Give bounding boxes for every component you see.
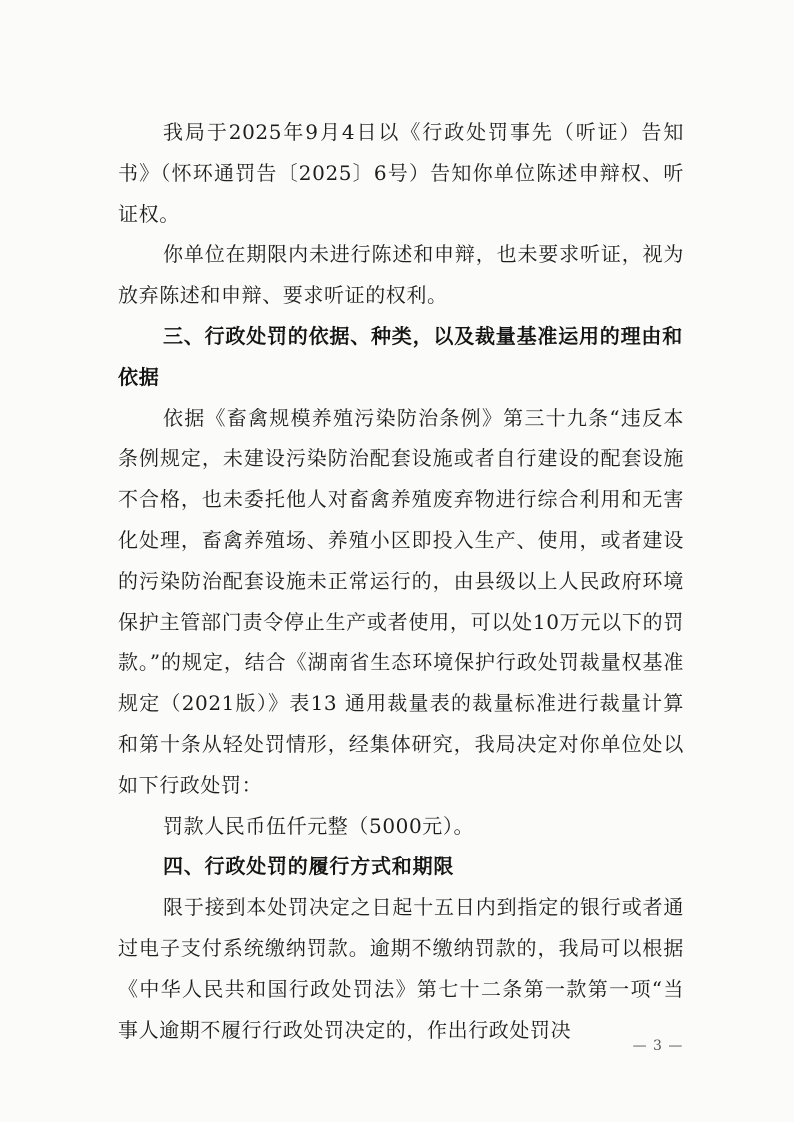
section-4-heading: 四、行政处罚的履行方式和期限 <box>163 854 455 879</box>
section-3-body: 依据《畜禽规模养殖污染防治条例》第三十九条“违反本条例规定，未建设污染防治配套设施或者自行建设的配套设施不合格，也未委托他人对畜禽养殖废弃物进行综合利用和无害化处理，畜禽养殖场、养殖小区即投入生产、使用，或者建设的污染防治配套设施未正常运行的，由县级以上人民政府环境保护主管部门责令停止生产或者使用，可以处10万元以下的罚款。”的规定，结合《湖南省生态环境保护行政处罚裁量权基准规定（2021版）》表13 通用裁量表的裁量标准进行裁量计算和第十条从轻处罚情形，经集体研究，我局决定对你单位处以如下行政处罚： <box>118 405 684 797</box>
section-3-heading: 三、行政处罚的依据、种类，以及裁量基准运用的理由和依据 <box>118 323 683 389</box>
paragraph-notice: 我局于2025年9月4日以《行政处罚事先（听证）告知书》（怀环通罚告〔2025〕6号）告知你单位陈述申辩权、听证权。 <box>118 120 684 226</box>
document-body <box>118 112 684 1050</box>
paragraph-waiver: 你单位在期限内未进行陈述和申辩，也未要求听证，视为放弃陈述和申辩、要求听证的权利。 <box>118 242 684 308</box>
page-number: — 3 — <box>632 1038 684 1054</box>
section-4-body: 限于接到本处罚决定之日起十五日内到指定的银行或者通过电子支付系统缴纳罚款。逾期不缴纳罚款的，我局可以根据《中华人民共和国行政处罚法》第七十二条第一款第一项“当事人逾期不履行行政处罚决定的，作出行政处罚决 <box>118 895 684 1042</box>
section-3-penalty: 罚款人民币伍仟元整（5000元）。 <box>163 813 475 838</box>
